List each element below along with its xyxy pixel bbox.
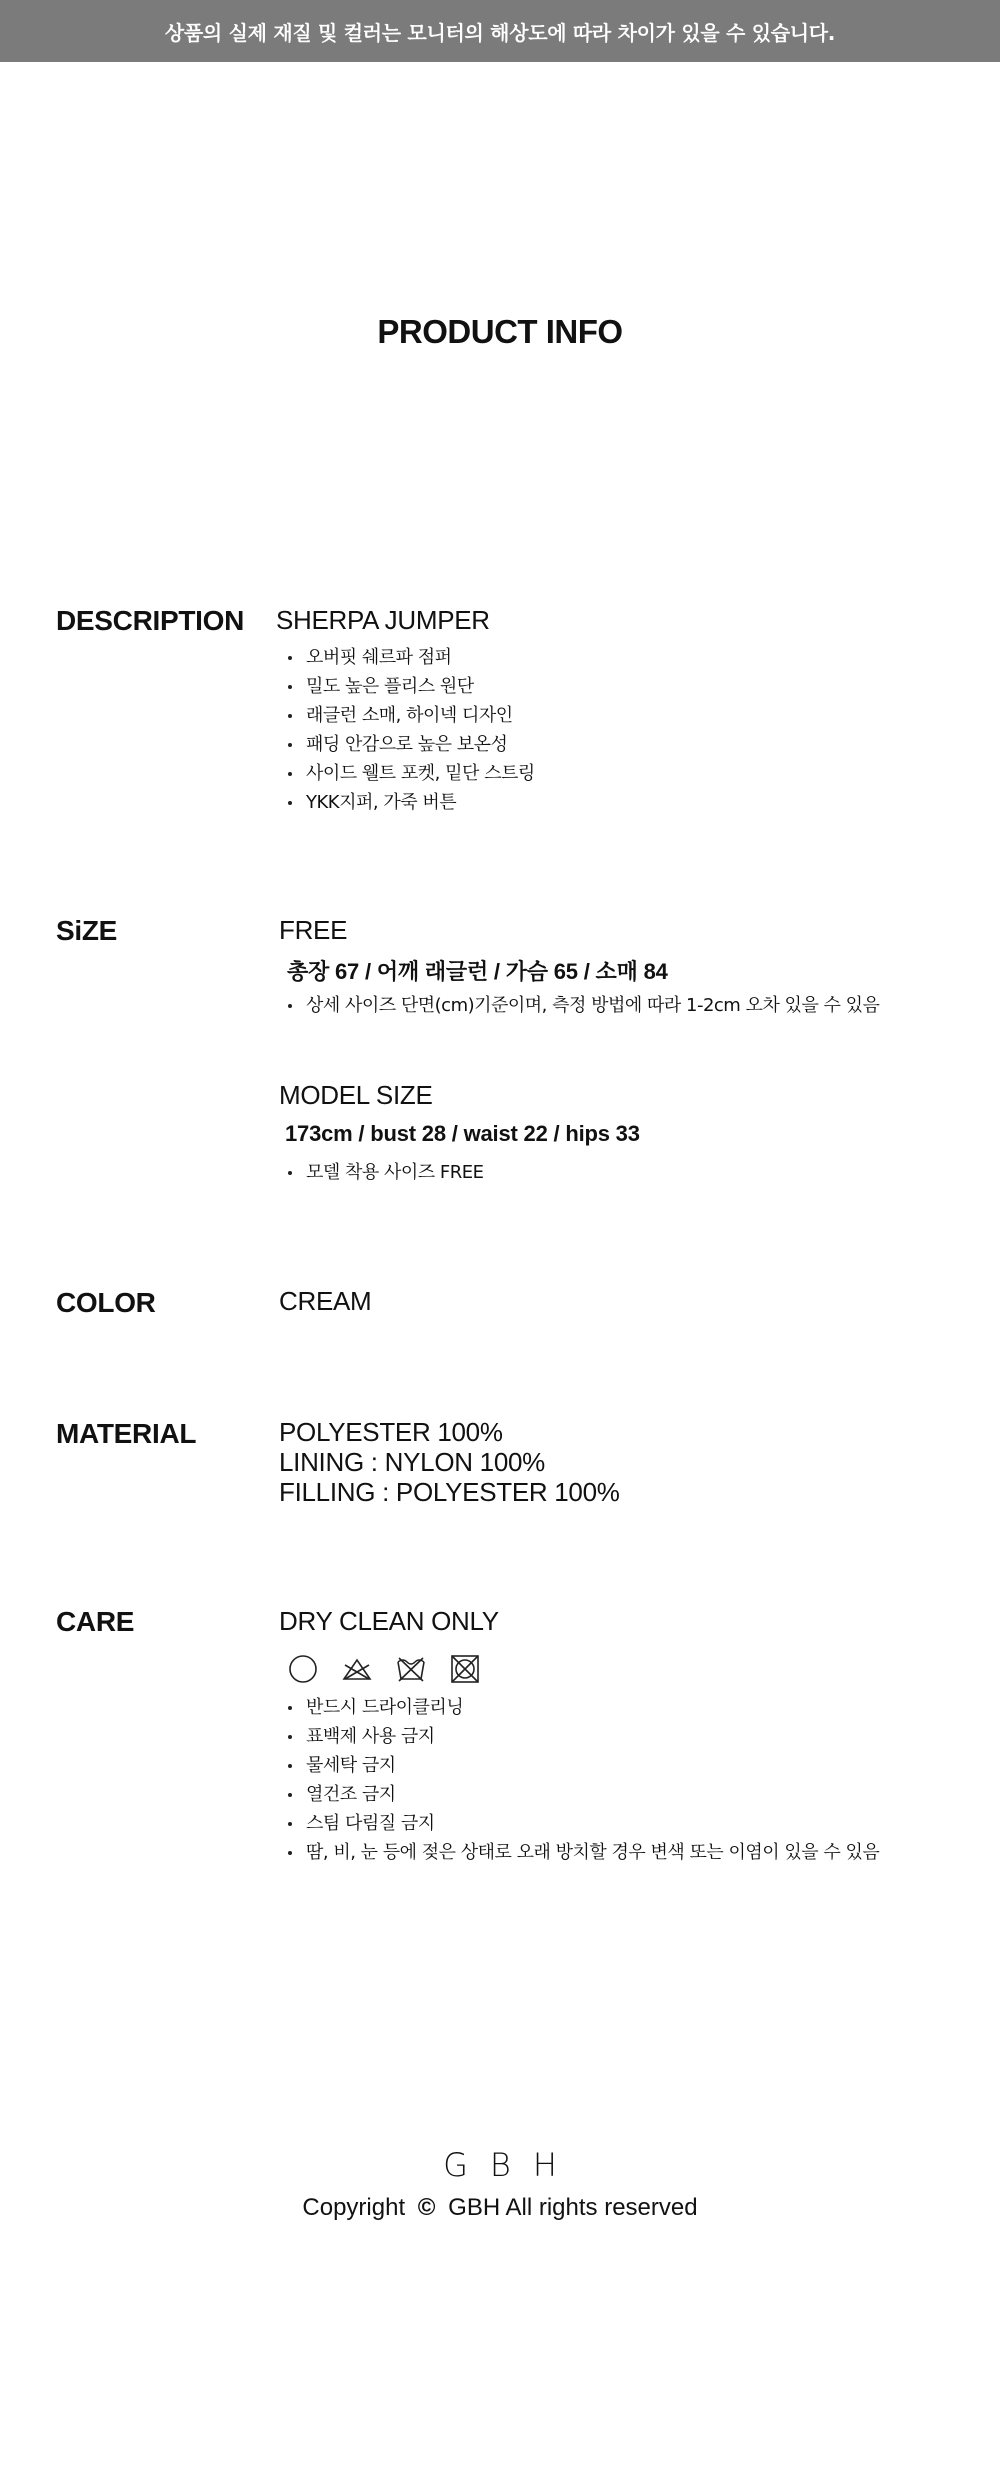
list-item: 물세탁 금지 bbox=[286, 1751, 879, 1780]
no-wash-icon bbox=[395, 1653, 427, 1685]
size-measurements: 총장 67 / 어깨 래글런 / 가슴 65 / 소매 84 bbox=[287, 959, 668, 984]
care-list bbox=[286, 1693, 879, 1867]
material-line: LINING : NYLON 100% bbox=[279, 1447, 545, 1477]
material-label: MATERIAL bbox=[56, 1418, 197, 1449]
description-heading: SHERPA JUMPER bbox=[276, 605, 490, 635]
care-label: CARE bbox=[56, 1606, 135, 1637]
size-label: SiZE bbox=[56, 915, 118, 946]
material-line: FILLING : POLYESTER 100% bbox=[279, 1477, 620, 1507]
list-item: 열건조 금지 bbox=[286, 1780, 879, 1809]
list-item: 스팀 다림질 금지 bbox=[286, 1809, 879, 1838]
size-notes bbox=[286, 991, 879, 1020]
dry-clean-icon bbox=[287, 1653, 319, 1685]
notice-banner bbox=[0, 0, 1000, 62]
list-item: 상세 사이즈 단면(cm)기준이며, 측정 방법에 따라 1-2cm 오차 있을 수 있음 bbox=[286, 991, 879, 1020]
list-item: 반드시 드라이클리닝 bbox=[286, 1693, 879, 1722]
description-label: DESCRIPTION bbox=[56, 605, 245, 636]
brand-logo: GBH bbox=[443, 2146, 579, 2184]
list-item: 땀, 비, 눈 등에 젖은 상태로 오래 방치할 경우 변색 또는 이염이 있을 수 있음 bbox=[286, 1838, 879, 1867]
model-size-heading: MODEL SIZE bbox=[279, 1080, 433, 1110]
care-icons bbox=[287, 1653, 481, 1685]
list-item: 사이드 웰트 포켓, 밑단 스트링 bbox=[286, 759, 535, 788]
list-item: 표백제 사용 금지 bbox=[286, 1722, 879, 1751]
list-item: 밀도 높은 플리스 원단 bbox=[286, 672, 535, 701]
model-measurements: 173cm / bust 28 / waist 22 / hips 33 bbox=[285, 1121, 640, 1146]
no-bleach-icon bbox=[341, 1653, 373, 1685]
list-item: 래글런 소매, 하이넥 디자인 bbox=[286, 701, 535, 730]
color-value: CREAM bbox=[279, 1286, 372, 1316]
material-values bbox=[279, 1417, 620, 1507]
page-title: PRODUCT INFO bbox=[377, 313, 623, 350]
list-item: YKK지퍼, 가죽 버튼 bbox=[286, 788, 535, 817]
copyright-icon: © bbox=[417, 2194, 436, 2221]
model-notes bbox=[286, 1158, 484, 1187]
no-tumble-dry-icon bbox=[449, 1653, 481, 1685]
copyright-prefix: Copyright bbox=[302, 2194, 406, 2221]
size-heading: FREE bbox=[279, 915, 348, 945]
copyright bbox=[0, 2194, 1000, 2222]
notice-text: 상품의 실제 재질 및 컬러는 모니터의 해상도에 따라 차이가 있을 수 있습니다. bbox=[164, 20, 836, 45]
copyright-suffix: GBH All rights reserved bbox=[448, 2194, 698, 2221]
description-list bbox=[286, 643, 535, 817]
list-item: 모델 착용 사이즈 FREE bbox=[286, 1158, 484, 1187]
list-item: 패딩 안감으로 높은 보온성 bbox=[286, 730, 535, 759]
list-item: 오버핏 쉐르파 점퍼 bbox=[286, 643, 535, 672]
material-line: POLYESTER 100% bbox=[279, 1417, 503, 1447]
color-label: COLOR bbox=[56, 1287, 156, 1318]
care-heading: DRY CLEAN ONLY bbox=[279, 1606, 499, 1636]
